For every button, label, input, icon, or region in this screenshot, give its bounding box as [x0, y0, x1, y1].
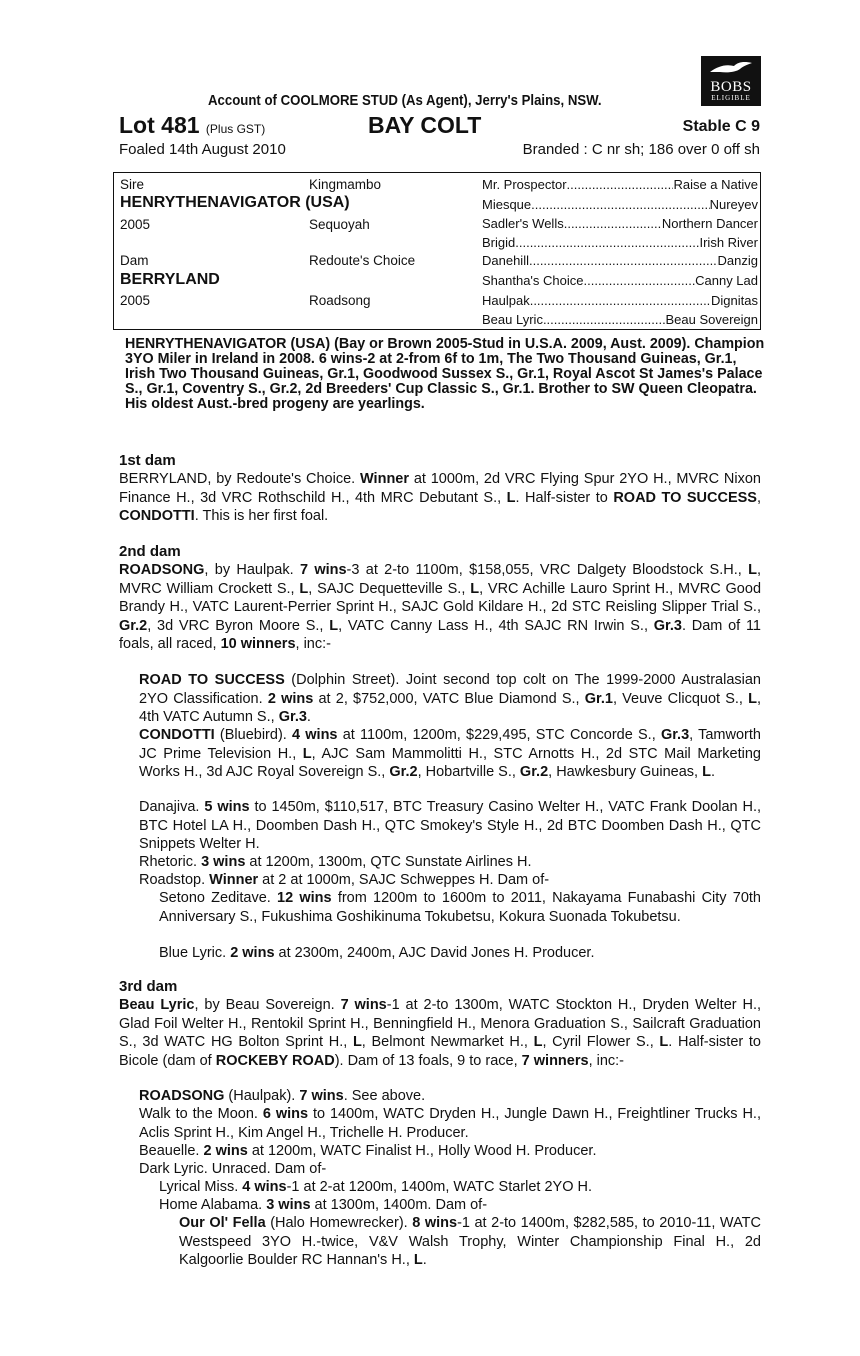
- progeny-blue-lyric: Blue Lyric. 2 wins at 2300m, 2400m, AJC David Jones H. Producer.: [159, 945, 595, 961]
- pedigree-table: [113, 172, 761, 330]
- first-dam-heading: 1st dam: [119, 452, 176, 469]
- progeny-roadstop: Roadstop. Winner at 2 at 1000m, SAJC Schweppes H. Dam of-: [139, 872, 550, 888]
- progeny-road-to-success: ROAD TO SUCCESS (Dolphin Street). Joint second top colt on The 1999-2000 Australasian 2YO Classification. 2 wins at 2, $752,000, VATC Blue Diamond S., Gr.1, Veuve Clicquot S., L, 4th VATC Autumn S., Gr.3.: [139, 672, 762, 726]
- stable-number: Stable C 9: [682, 118, 760, 135]
- bobs-eligible-logo: [701, 56, 761, 106]
- gst-note: (Plus GST): [205, 122, 266, 136]
- sire-year: 2005: [120, 217, 151, 232]
- dam-dam: Roadsong: [309, 293, 371, 308]
- dam-label: Dam: [120, 253, 149, 268]
- grandparent-row: Haulpak ..... Dignitas: [482, 293, 758, 308]
- horse-icon: [701, 60, 761, 80]
- progeny-setono-zeditave: Setono Zeditave. 12 wins from 1200m to 1600m to 2011, Nakayama Funabashi City 70th Anniversary S., Fukushima Goshikinuma Tokubetsu, Kokura Suonada Tokubetsu.: [159, 890, 761, 925]
- third-dam-heading: 3rd dam: [119, 978, 178, 995]
- progeny-dark-lyric: Dark Lyric. Unraced. Dam of-: [139, 1161, 327, 1177]
- vendor-account: Account of COOLMORE STUD (As Agent), Jerry's Plains, NSW.: [208, 92, 602, 109]
- foaled-date: Foaled 14th August 2010: [119, 141, 286, 158]
- progeny-condotti: CONDOTTI (Bluebird). 4 wins at 1100m, 1200m, $229,495, STC Concorde S., Gr.3, Tamworth JC Prime Television H., L, AJC Sam Mammolitti H., STC Arnotts H., 2d STC Mail Marketing Works H., 3d AJC Royal Sovereign S., Gr.2, Hobartville S., Gr.2, Hawkesbury Guineas, L.: [139, 727, 761, 781]
- progeny-walk-to-the-moon: Walk to the Moon. 6 wins to 1400m, WATC Dryden H., Jungle Dawn H., Freightliner Trucks H., Aclis Sprint H., Kim Angel H., Trichelle H. Producer.: [139, 1106, 761, 1141]
- third-dam-entry: Beau Lyric, by Beau Sovereign. 7 wins-1 at 2-to 1300m, WATC Stockton H., Dryden Welter H., Glad Foil Welter H., Rentokil Sprint H., Benningfield H., Menora Graduation S., Sailcraft Graduation S., 3d WATC HG Bolton Sprint H., L, Belmont Newmarket H., L, Cyril Flower S., L. Half-sister to Bicole (dam of ROCKEBY ROAD). Dam of 13 foals, 9 to race, 7 winners, inc:-: [119, 997, 761, 1069]
- second-dam-entry: ROADSONG, by Haulpak. 7 wins-3 at 2-to 1100m, $158,055, VRC Dalgety Bloodstock S.H., L, MVRC William Crockett S., L, SAJC Dequetteville S., L, VRC Achille Lauro Sprint H., MVRC Good Brandy H., VATC Laurent-Perrier Sprint H., SAJC Gold Kildare H., 2d STC Reisling Slipper Trial S., Gr.2, 3d VRC Byron Moore S., L, VATC Canny Lass H., 4th SAJC RN Irwin S., Gr.3. Dam of 11 foals, all raced, 10 winners, inc:-: [119, 562, 762, 653]
- second-dam-heading: 2nd dam: [119, 543, 181, 560]
- progeny-rhetoric: Rhetoric. 3 wins at 1200m, 1300m, QTC Sunstate Airlines H.: [139, 854, 532, 870]
- brand-marks: Branded : C nr sh; 186 over 0 off sh: [522, 141, 760, 158]
- dam-name: BERRYLAND: [120, 271, 220, 288]
- logo-tag: ELIGIBLE: [711, 94, 751, 102]
- logo-brand: BOBS: [710, 79, 752, 95]
- first-dam-entry: BERRYLAND, by Redoute's Choice. Winner at 1000m, 2d VRC Flying Spur 2YO H., MVRC Nixon Finance H., 3d VRC Rothschild H., 4th MRC Debutant S., L. Half-sister to ROAD TO SUCCESS, CONDOTTI. This is her first foal.: [119, 471, 761, 525]
- progeny-home-alabama: Home Alabama. 3 wins at 1300m, 1400m. Dam of-: [159, 1197, 488, 1213]
- dam-year: 2005: [120, 293, 151, 308]
- sire-label: Sire: [120, 177, 145, 192]
- dam-sire: Redoute's Choice: [309, 253, 416, 268]
- sire-summary: HENRYTHENAVIGATOR (USA) (Bay or Brown 2005-Stud in U.S.A. 2009, Aust. 2009). Champion 3YO Miler in Ireland in 2008. 6 wins-2 at 2-from 6f to 1m, The Two Thousand Guineas, Gr.1, Irish Two Thousand Guineas, Gr.1, Goodwood Sussex S., Gr.1, Royal Ascot St James's Palace S., Gr.1, Coventry S., Gr.2, 2d Breeders' Cup Classic S., Gr.1. Brother to SW Queen Cleopatra. His oldest Aust.-bred progeny are yearlings.: [125, 336, 765, 412]
- grandparent-row: Sadler's Wells ..... Northern Dancer: [482, 216, 758, 231]
- grandparent-row: Brigid ..... Irish River: [482, 235, 758, 250]
- progeny-danajiva: Danajiva. 5 wins to 1450m, $110,517, BTC Treasury Casino Welter H., VATC Frank Doolan H., BTC Hotel LA H., Doomben Dash H., QTC Smokey's Style H., 2d BTC Doomben Dash H., QTC Snippets Welter H.: [139, 799, 762, 853]
- grandparent-row: Beau Lyric ..... Beau Sovereign: [482, 312, 758, 327]
- sire-sire: Kingmambo: [309, 177, 382, 192]
- sire-name: HENRYTHENAVIGATOR (USA): [120, 194, 350, 211]
- grandparent-row: Mr. Prospector ..... Raise a Native: [482, 177, 758, 192]
- progeny-our-ol-fella: Our Ol' Fella (Halo Homewrecker). 8 wins-1 at 2-to 1400m, $282,585, to 2010-11, WATC Westspeed 3YO H.-twice, V&V Walsh Trophy, Winter Championship Final H., 2d Kalgoorlie Boulder RC Hannan's H., L.: [179, 1215, 762, 1269]
- sire-dam: Sequoyah: [309, 217, 370, 232]
- lot-title: BAY COLT: [368, 112, 482, 138]
- lot-number: Lot 481 (Plus GST): [119, 112, 266, 138]
- progeny-lyrical-miss: Lyrical Miss. 4 wins-1 at 2-at 1200m, 1400m, WATC Starlet 2YO H.: [159, 1179, 592, 1195]
- grandparent-row: Danehill ..... Danzig: [482, 253, 758, 268]
- progeny-beauelle: Beauelle. 2 wins at 1200m, WATC Finalist H., Holly Wood H. Producer.: [139, 1143, 597, 1159]
- progeny-roadsong: ROADSONG (Haulpak). 7 wins. See above.: [139, 1088, 426, 1104]
- grandparent-row: Shantha's Choice ..... Canny Lad: [482, 273, 758, 288]
- grandparent-row: Miesque ..... Nureyev: [482, 197, 758, 212]
